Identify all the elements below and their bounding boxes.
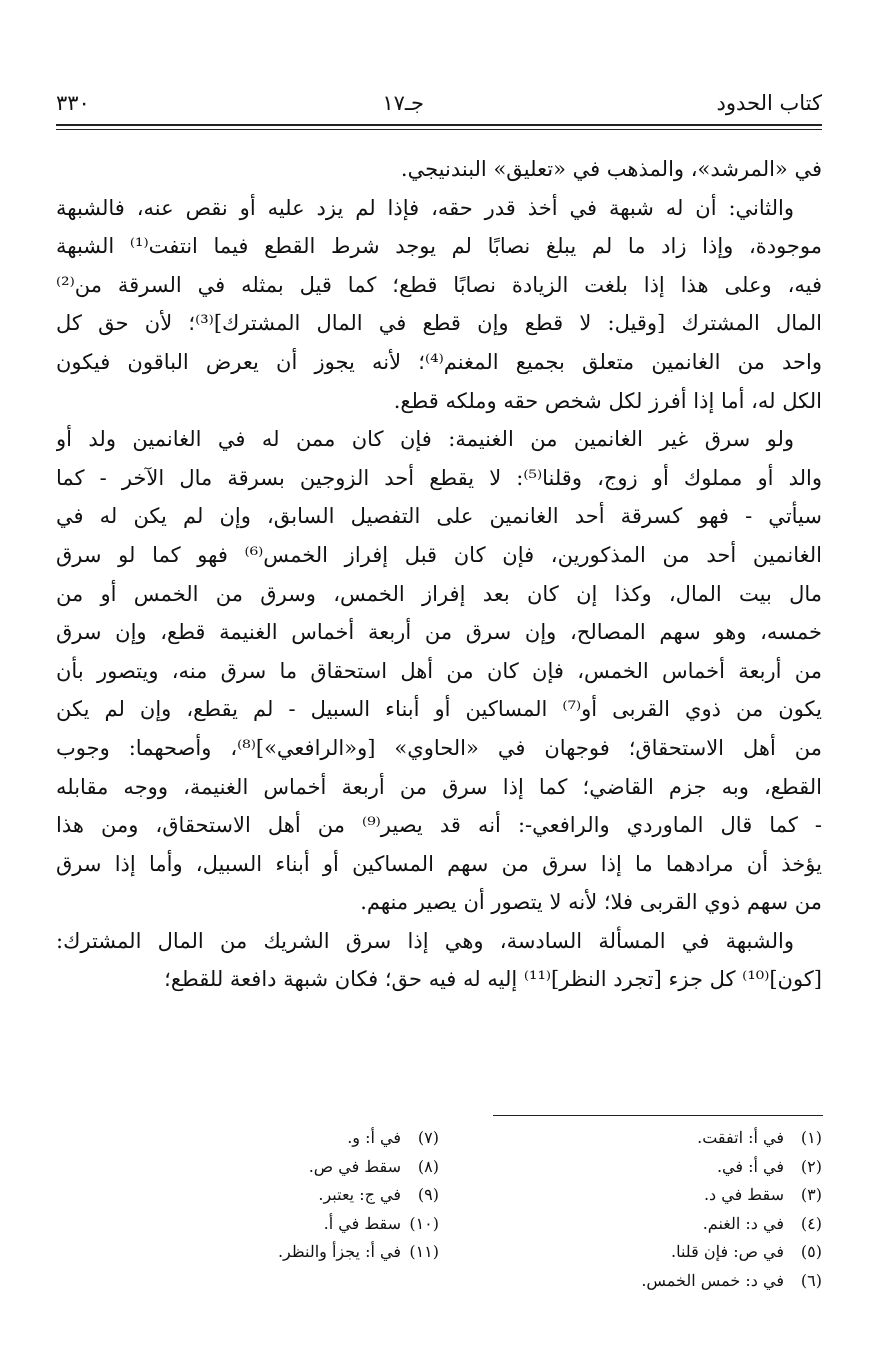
footnote-number: (٨) [417,1156,439,1176]
footnote-text: في أ: يجزأ والنظر. [277,1242,401,1261]
footnote [439,1153,822,1182]
footnote-number: (١) [800,1128,822,1147]
text-line: يكون من ذوي القربى أو⁽⁷⁾ المساكين أو أبناء السبيل - لم يقطع، وإن لم يكن [56,697,822,722]
footnote-number: (٤) [800,1213,822,1233]
footnote [439,1267,822,1296]
text-line: يؤخذ أن مرادهما ما إذا سرق من سهم المساكين أو أبناء السبيل، وأما إذا سرق [56,851,822,876]
text-line: والد أو مملوك أو زوج، وقلنا⁽⁵⁾: لا يقطع أحد الزوجين بسرقة مال الآخر - كما [56,465,822,490]
text-line: القطع، وبه جزم القاضي؛ كما إذا سرق من أربعة أخماس الغنيمة، ووجه مقابله [56,774,822,799]
text-line: مال بيت المال، وكذا إن كان بعد إفراز الخمس، وسرق من الخمس أو من [56,581,822,606]
footnote-text: سقط في د. [703,1185,784,1204]
text-line: فيه، وعلى هذا إذا بلغت الزيادة نصابًا قطع؛ كما قيل بمثله في السرقة من⁽²⁾ [56,272,822,297]
footnote [56,1210,439,1239]
main-text [56,150,822,999]
footnote [56,1124,439,1153]
text-line: واحد من الغانمين متعلق بجميع المغنم⁽⁴⁾؛ لأنه يجوز أن يعرض الباقون فيكون [56,349,822,374]
footnote-text: في أ: اتفقت. [697,1128,784,1147]
footnotes-left-column [56,1124,439,1295]
footnote [439,1181,822,1210]
footnote [439,1210,822,1239]
text-line: والشبهة في المسألة السادسة، وهي إذا سرق الشريك من المال المشترك: [56,928,794,953]
footnote-text: سقط في ص. [308,1156,401,1176]
footnote-text: في أ: في. [716,1156,784,1176]
text-line: المال المشترك [وقيل: لا قطع وإن قطع في المال المشترك]⁽³⁾؛ لأن حق كل [56,311,822,336]
footnote-text: في د: الغنم. [702,1213,784,1233]
footnote-number: (٦) [800,1270,822,1290]
header-rule [56,124,822,126]
footnote-number: (٢) [800,1156,822,1176]
page-number: ٣٣٠ [56,91,90,115]
footnote-number: (٧) [417,1128,439,1147]
footnotes [56,1124,822,1295]
header-rule-thin [56,129,822,130]
footnote [439,1238,822,1267]
text-line: موجودة، وإذا زاد ما لم يبلغ نصابًا لم يوجد شرط القطع فيما انتفت⁽¹⁾ الشبهة [56,234,822,259]
text-line: الغانمين أحد من المذكورين، فإن كان قبل إفراز الخمس⁽⁶⁾ فهو كما لو سرق [56,542,822,567]
text-line: من أربعة أخماس الخمس، فإن كان من أهل استحقاق ما سرق منه، ويتصور بأن [56,658,822,683]
text-line: من أهل الاستحقاق؛ فوجهان في «الحاوي» [و«الرافعي»]⁽⁸⁾، وأصحهما: وجوب [56,735,822,760]
page-header [56,86,822,120]
footnote-text: في ج: يعتبر. [318,1185,401,1204]
footnote-text: في أ: و. [347,1128,401,1147]
footnote-text: في ص: فإن قلنا. [671,1242,784,1261]
text-line: من سهم ذوي القربى فلا؛ لأنه لا يتصور أن يصير منهم. [360,890,822,915]
text-line: خمسه، وهو سهم المصالح، وإن سرق من أربعة أخماس الغنيمة قطع، وإن سرق [56,620,822,645]
text-line: والثاني: أن له شبهة في أخذ قدر حقه، فإذا لم يزد عليه أو نقص عنه، فالشبهة [56,195,794,220]
text-line: في «المرشد»، والمذهب في «تعليق» البندنيجي. [400,157,822,181]
text-line: - كما قال الماوردي والرافعي-: أنه قد يصير⁽⁹⁾ من أهل الاستحقاق، ومن هذا [56,813,822,838]
footnote-number: (٥) [800,1242,822,1261]
book-title: كتاب الحدود [716,91,822,115]
footnote [56,1153,439,1182]
footnote-rule [493,1115,823,1116]
footnote [56,1238,439,1267]
footnote [439,1124,822,1153]
text-line: الكل له، أما إذا أفرز لكل شخص حقه وملكه قطع. [393,388,822,413]
volume-label: جـ١٧ [382,91,425,115]
text-line: [كون]⁽¹⁰⁾ كل جزء [تجرد النظر]⁽¹¹⁾ إليه له فيه حق؛ فكان شبهة دافعة للقطع؛ [164,967,822,992]
footnote-number: (٣) [800,1185,822,1204]
footnote-number: (٩) [417,1185,439,1204]
footnotes-right-column [439,1124,822,1295]
footnote-number: (١١) [409,1242,439,1261]
text-line: سيأتي - فهو كسرقة أحد الغانمين على التفصيل السابق، وإن لم يكن له في [56,504,822,529]
text-line: ولو سرق غير الغانمين من الغنيمة: فإن كان ممن له في الغانمين ولد أو [56,427,794,452]
footnote-text: في د: خمس الخمس. [641,1270,784,1290]
footnote-number: (١٠) [409,1213,439,1233]
footnote-text: سقط في أ. [323,1213,401,1233]
footnote [56,1181,439,1210]
